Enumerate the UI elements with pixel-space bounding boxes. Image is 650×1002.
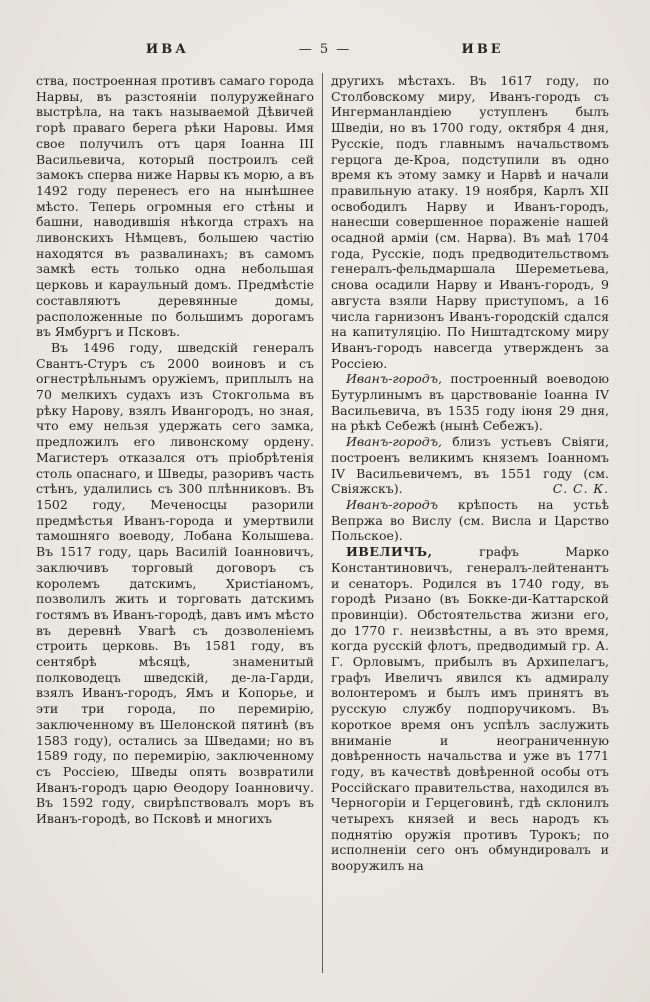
running-head [36,42,614,57]
author-signature: С. С. К. [552,481,609,497]
entry-paragraph [331,497,609,544]
entry-title: Иванъ-городъ, [346,371,443,387]
paragraph-text: Въ 1496 году, шведскій генералъ Свантъ-Стуръ съ 2000 воиновъ и съ огнестрѣльнымъ оружіемъ, приплылъ на 70 мелкихъ судахъ изъ Стокгольма въ рѣку Нарову, взялъ Ивангородъ, но зная, что ему нельзя удержать сего замка, предложилъ его ливонскому ордену. Магистеръ отказался отъ пріобрѣтенія столь опаснаго, и Шведы, разоривъ часть стѣнъ, удалились съ 300 плѣнниковъ. Въ 1502 году, Меченосцы разорили предмѣстья Иванъ-города и умертвили тамошняго воеводу, Лобана Колышева. Въ 1517 году, царь Василій Іоанновичъ, заключивъ торговый договоръ съ королемъ датскимъ, Христіаномъ, позволилъ жить и торговать датскимъ гостямъ въ Иванъ-городѣ, давъ имъ мѣсто въ деревнѣ Увагѣ съ дозволеніемъ строить церковь. Въ 1581 году, въ сентябрѣ мѣсяцѣ, знаменитый полководецъ шведскій, де-ла-Гарди, взялъ Иванъ-городъ, Ямъ и Копорье, и эти три города, по перемирію, заключенному въ Шелонской пятинѣ (въ 1583 году), остались за Шведами; но въ 1589 году, по перемирію, заключенному съ Россіею, Шведы опять возвратили Иванъ-городъ царю Ѳеодору Іоанновичу. Въ 1592 году, свирѣпствовалъ моръ въ Иванъ-городѣ, во Псковѣ и многихъ [36,339,314,827]
paragraph-continuation [331,73,609,371]
paragraph-text: графъ Марко Константиновичъ, генералъ-лейтенантъ и сенаторъ. Родился въ 1740 году, въ городѣ Ризано (въ Бокке-ди-Каттарской провинціи). Обстоятельства жизни его, до 1770 г. неизвѣстны, а въ это время, когда русскій флотъ, предводимый гр. А. Г. Орловымъ, прибылъ въ Архипелагъ, графъ Ивеличъ явился къ адмиралу волонтеромъ и былъ имъ принятъ въ русскую службу подпоручикомъ. Въ короткое время онъ успѣлъ заслужить вниманіе и неограниченную довѣренность начальства и уже въ 1771 году, въ качествѣ довѣренной особы отъ Россійскаго правительства, находился въ Черногоріи и Герцеговинѣ, гдѣ склонилъ четырехъ князей и весь народъ къ поднятію оружія противъ Турокъ; по исполненіи сего онъ обмундировалъ и вооружилъ на [331,544,609,874]
column-divider [322,73,323,973]
entry-paragraph [331,544,609,874]
entry-title: Иванъ-городъ, [346,434,443,450]
right-column [331,73,609,973]
entry-title: Иванъ-городъ [346,496,439,512]
running-head-left: ИВА [145,42,189,57]
page-number: — 5 — [298,42,352,57]
running-head-right: ИВЕ [461,42,504,57]
text-columns [36,73,614,973]
entry-paragraph [331,434,609,497]
entry-title: ИВЕЛИЧЪ, [346,544,433,560]
paragraph-text: построенный воеводою Бутурлинымъ въ царствованіе Іоанна IV Васильевича, въ 1535 году іюня 29 дня, на рѣкѣ Себежѣ (нынѣ Себежъ). [331,371,609,434]
paragraph-continuation [36,73,314,340]
paragraph-text: крѣпость на устьѣ Вепржа во Вислу (см. Висла и Царство Польское). [331,496,609,544]
paragraph [36,340,314,827]
paragraph-text: близъ устьевъ Свіяги, построенъ великимъ княземъ Іоанномъ IV Васильевичемъ, въ 1551 году (см. Свіяжскъ). [331,434,609,497]
paragraph-text: ства, построенная противъ самаго города Нарвы, въ разстояніи полуружейнаго выстрѣла, на такъ называемой Дѣвичей горѣ праваго берега рѣки Наровы. Имя свое получилъ отъ царя Іоанна III Васильевича, который построилъ сей замокъ сперва ниже Нарвы къ морю, а въ 1492 году перенесъ его на нынѣшнее мѣсто. Теперь огромныя его стѣны и башни, наводившія нѣкогда страхъ на ливонскихъ Нѣмцевъ, большею частію находятся въ развалинахъ; въ самомъ замкѣ есть только одна небольшая церковь и караульный домъ. Предмѣстіе составляютъ деревянные домы, расположенные по большимъ дорогамъ въ Ямбургъ и Псковъ. [36,73,314,340]
left-column [36,73,314,973]
entry-paragraph [331,371,609,434]
paragraph-text: другихъ мѣстахъ. Въ 1617 году, по Столбовскому миру, Иванъ-городъ съ Ингерманландіею уступленъ былъ Шведіи, но въ 1700 году, октября 4 дня, Русскіе, подъ главнымъ начальствомъ герцога де-Кроа, подступили въ одно время къ этому замку и Нарвѣ и начали правильную атаку. 19 ноября, Карлъ XII освободилъ Нарву и Иванъ-городъ, нанесши совершенное пораженіе нашей осадной арміи (см. Нарва). Въ маѣ 1704 года, Русскіе, подъ предводительствомъ генералъ-фельдмаршала Шереметьева, снова осадили Нарву и Иванъ-городъ, 9 августа взяли Нарву приступомъ, а 16 числа гарнизонъ Иванъ-городскій сдался на капитуляцію. По Ништадтскому миру Иванъ-городъ навсегда утвержденъ за Россіею. [331,73,609,371]
